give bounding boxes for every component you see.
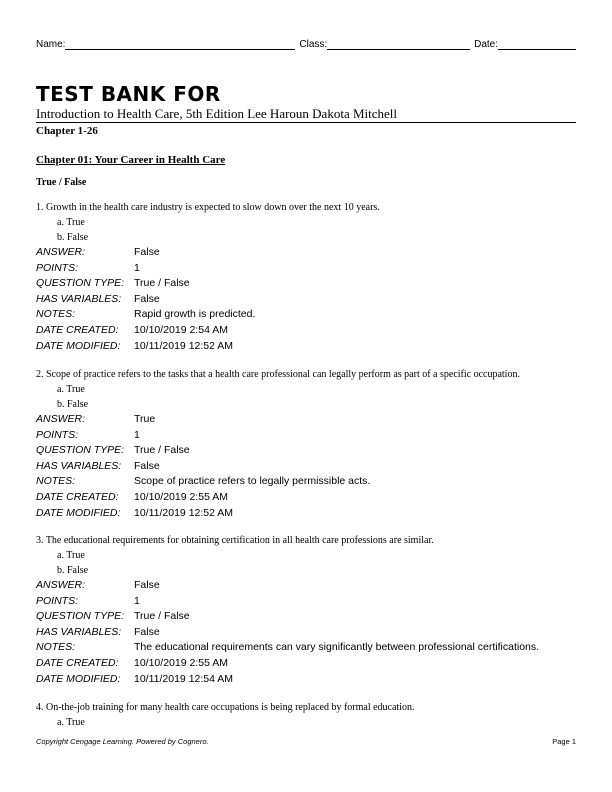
name-label: Name: bbox=[36, 39, 66, 50]
date-created-label: DATE CREATED: bbox=[36, 323, 119, 336]
date-modified-row bbox=[36, 339, 576, 355]
notes-value: Rapid growth is predicted. bbox=[134, 308, 256, 321]
points-value: 1 bbox=[134, 428, 140, 441]
points-label: POINTS: bbox=[36, 261, 79, 274]
notes-row bbox=[36, 474, 576, 490]
points-label: POINTS: bbox=[36, 428, 79, 441]
choice-b: b. False bbox=[57, 232, 89, 243]
question-type-label: QUESTION TYPE: bbox=[36, 610, 125, 623]
choice-a: a. True bbox=[57, 550, 85, 561]
answer-row bbox=[36, 412, 576, 428]
date-created-value: 10/10/2019 2:55 AM bbox=[134, 656, 228, 669]
date-created-row bbox=[36, 490, 576, 506]
date-modified-label: DATE MODIFIED: bbox=[36, 672, 121, 685]
title-divider bbox=[36, 122, 576, 123]
question-type-row bbox=[36, 443, 576, 459]
question-type-label: QUESTION TYPE: bbox=[36, 444, 125, 457]
date-created-row bbox=[36, 323, 576, 339]
notes-label: NOTES: bbox=[36, 641, 76, 654]
answer-label: ANSWER: bbox=[36, 579, 86, 591]
has-variables-row bbox=[36, 459, 576, 475]
choice-b: b. False bbox=[57, 565, 89, 576]
has-variables-label: HAS VARIABLES: bbox=[36, 292, 122, 305]
date-label: Date: bbox=[474, 39, 499, 50]
question-3 bbox=[36, 533, 576, 687]
notes-value: The educational requirements can vary significantly between professional certifications. bbox=[134, 641, 540, 654]
choice-b: b. False bbox=[57, 399, 89, 410]
question-type-value: True / False bbox=[134, 444, 190, 457]
date-modified-row bbox=[36, 672, 576, 688]
question-type-value: True / False bbox=[134, 610, 190, 623]
choice-a: a. True bbox=[57, 384, 85, 395]
chapter-title: Chapter 01: Your Career in Health Care bbox=[36, 154, 226, 166]
question-type-label: QUESTION TYPE: bbox=[36, 277, 125, 290]
date-modified-row bbox=[36, 506, 576, 522]
points-row bbox=[36, 594, 576, 610]
question-type-row bbox=[36, 276, 576, 292]
date-blank bbox=[498, 39, 576, 50]
date-created-value: 10/10/2019 2:54 AM bbox=[134, 323, 228, 336]
date-modified-value: 10/11/2019 12:52 AM bbox=[134, 339, 234, 352]
notes-label: NOTES: bbox=[36, 475, 76, 488]
has-variables-value: False bbox=[134, 292, 160, 305]
date-modified-label: DATE MODIFIED: bbox=[36, 339, 121, 352]
question-4 bbox=[36, 700, 576, 730]
notes-row bbox=[36, 307, 576, 323]
question-stem: 4. On-the-job training for many health care occupations is being replaced by formal education. bbox=[36, 702, 415, 713]
name-blank bbox=[65, 39, 295, 50]
answer-value: False bbox=[134, 246, 160, 258]
has-variables-row bbox=[36, 292, 576, 308]
answer-label: ANSWER: bbox=[36, 413, 86, 425]
has-variables-row bbox=[36, 625, 576, 641]
choice-a: a. True bbox=[57, 217, 85, 228]
date-modified-value: 10/11/2019 12:54 AM bbox=[134, 672, 234, 685]
question-stem: 2. Scope of practice refers to the tasks that a health care professional can legally perform as part of a specific occupation. bbox=[36, 369, 520, 380]
points-row bbox=[36, 428, 576, 444]
date-created-label: DATE CREATED: bbox=[36, 656, 119, 669]
chapter-range: Chapter 1-26 bbox=[36, 125, 98, 137]
notes-row bbox=[36, 640, 576, 656]
document-title: TEST BANK FOR bbox=[36, 82, 221, 106]
question-stem: 3. The educational requirements for obtaining certification in all health care professions are similar. bbox=[36, 535, 434, 546]
question-stem: 1. Growth in the health care industry is expected to slow down over the next 10 years. bbox=[36, 202, 380, 213]
points-row bbox=[36, 261, 576, 277]
answer-row bbox=[36, 578, 576, 594]
has-variables-label: HAS VARIABLES: bbox=[36, 625, 122, 638]
date-created-label: DATE CREATED: bbox=[36, 490, 119, 503]
question-type-value: True / False bbox=[134, 277, 190, 290]
date-created-value: 10/10/2019 2:55 AM bbox=[134, 490, 228, 503]
footer-page-number: Page 1 bbox=[552, 737, 576, 746]
points-value: 1 bbox=[134, 594, 140, 607]
points-label: POINTS: bbox=[36, 594, 79, 607]
student-info-header bbox=[36, 36, 576, 50]
question-1 bbox=[36, 200, 576, 354]
has-variables-value: False bbox=[134, 625, 160, 638]
points-value: 1 bbox=[134, 261, 140, 274]
class-blank bbox=[327, 39, 470, 50]
has-variables-label: HAS VARIABLES: bbox=[36, 459, 122, 472]
class-label: Class: bbox=[299, 39, 328, 50]
document-subtitle: Introduction to Health Care, 5th Edition Lee Haroun Dakota Mitchell bbox=[36, 106, 398, 121]
answer-value: False bbox=[134, 579, 160, 591]
section-title: True / False bbox=[36, 177, 87, 188]
notes-value: Scope of practice refers to legally permissible acts. bbox=[134, 475, 371, 488]
date-modified-label: DATE MODIFIED: bbox=[36, 506, 121, 519]
date-created-row bbox=[36, 656, 576, 672]
choice-a: a. True bbox=[57, 717, 85, 728]
date-modified-value: 10/11/2019 12:52 AM bbox=[134, 506, 234, 519]
notes-label: NOTES: bbox=[36, 308, 76, 321]
question-type-row bbox=[36, 609, 576, 625]
footer-copyright: Copyright Cengage Learning. Powered by Cognero. bbox=[36, 737, 209, 746]
answer-value: True bbox=[134, 413, 156, 425]
has-variables-value: False bbox=[134, 459, 160, 472]
question-2 bbox=[36, 367, 576, 521]
answer-row bbox=[36, 245, 576, 261]
answer-label: ANSWER: bbox=[36, 246, 86, 258]
